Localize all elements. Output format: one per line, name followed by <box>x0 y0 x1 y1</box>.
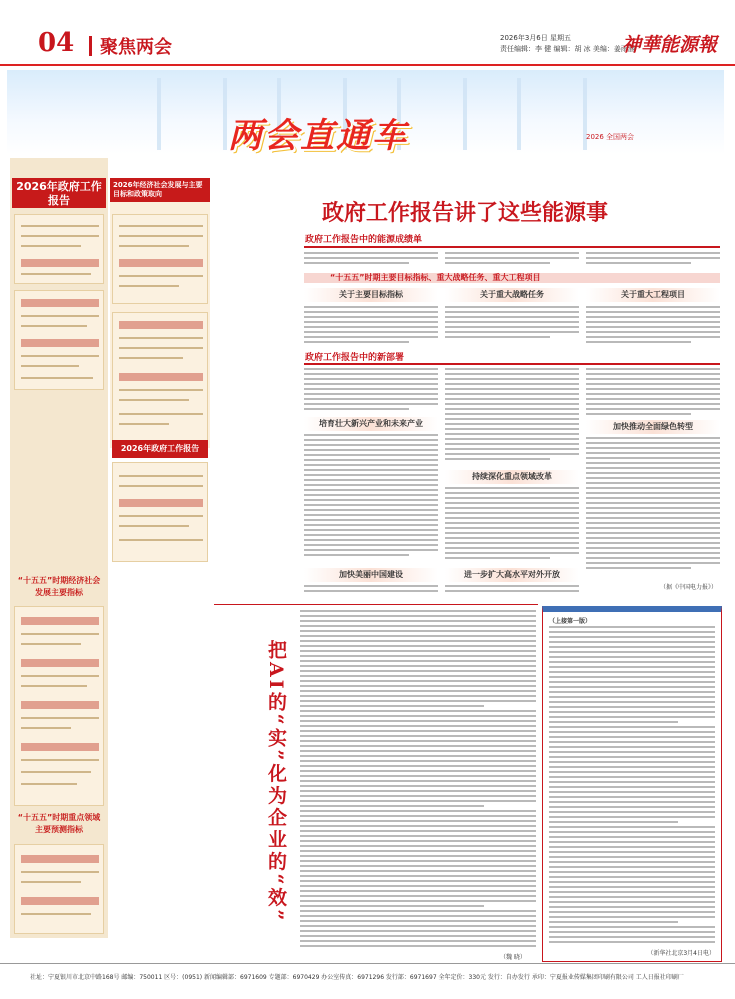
text-block <box>586 252 720 268</box>
info-box <box>14 606 104 806</box>
sub-heading: 进一步扩大高水平对外开放 <box>445 568 579 582</box>
section-heading-1: 政府工作报告中的能源成绩单 <box>305 235 423 245</box>
text-block <box>304 368 438 414</box>
text-block <box>586 306 720 348</box>
text-block <box>445 487 579 563</box>
text-block <box>586 368 720 418</box>
footer-info: 社址：宁夏银川市北京中路168号 邮编：750011 区号：(0951) 新闻编辑部：6971609 专题部：6970429 办公室传真：6971296 发行部：6971697 全年定价：330元 发行：自办发行 承印：宁夏报业传媒集团印刷有限公司 工人日报社印刷厂 <box>30 974 684 981</box>
mid-heading: 2026年经济社会发展与主要目标和政策取向 <box>110 178 210 202</box>
commentary-title: 把AI的“实”化为企业的“效” <box>265 640 287 924</box>
continued-article-box <box>542 606 722 962</box>
info-box <box>112 312 208 442</box>
info-box <box>14 844 104 934</box>
text-block <box>304 252 438 268</box>
section-rule <box>304 246 720 248</box>
banner-subtitle: 2026 全国两会 <box>586 133 635 141</box>
commentary-rule <box>214 604 538 605</box>
column-heading-b: 关于重大战略任务 <box>445 288 579 302</box>
source-note: （据《中国电力报》） <box>660 584 718 591</box>
commentary-body <box>300 610 536 950</box>
text-block <box>304 585 438 597</box>
section-heading-3: 政府工作报告中的新部署 <box>305 353 405 363</box>
info-box <box>14 290 104 390</box>
sub-heading: 持续深化重点领域改革 <box>445 470 579 484</box>
sub-heading: 加快美丽中国建设 <box>304 568 438 582</box>
banner-title: 两会直通车 <box>228 116 408 156</box>
middle-box-heading: 2026年政府工作报告 <box>112 440 208 458</box>
section-heading-2: “十五五”时期主要目标指标、重大战略任务、重大工程项目 <box>330 273 541 282</box>
text-block <box>586 437 720 577</box>
article-title: 政府工作报告讲了这些能源事 <box>322 200 609 226</box>
column-heading-a: 关于主要目标指标 <box>304 288 438 302</box>
sub-heading: 加快推动全面绿色转型 <box>586 420 720 434</box>
commentary-byline: （魏 晓） <box>500 954 526 961</box>
page-number: 04 <box>38 28 75 58</box>
box-label-2: “十五五”时期重点领域主要预测指标 <box>17 813 101 834</box>
info-box <box>14 214 104 284</box>
page-footer <box>0 963 735 999</box>
sub-heading: 培育壮大新兴产业和未来产业 <box>304 417 438 431</box>
section-title: 聚焦两会 <box>100 37 172 58</box>
infographic-heading: 2026年政府工作报告 <box>12 178 106 208</box>
header-divider <box>89 36 92 56</box>
editor-credits: 责任编辑：李 健 编辑：胡 冰 美编：姜雨涵 <box>500 45 635 53</box>
pillar-graphic <box>517 78 587 150</box>
text-block <box>445 368 579 466</box>
text-block <box>304 306 438 348</box>
pillar-graphic <box>157 78 227 150</box>
newspaper-logo: 神華能源報 <box>622 34 718 56</box>
text-block <box>445 306 579 348</box>
info-box <box>112 214 208 304</box>
continued-note: （上接第一版） <box>549 618 592 625</box>
text-block <box>445 585 579 597</box>
text-block <box>445 252 579 268</box>
continued-byline: （新华社北京3月4日电） <box>647 950 715 957</box>
column-heading-c: 关于重大工程项目 <box>586 288 720 302</box>
text-block <box>304 434 438 564</box>
info-box <box>112 462 208 562</box>
continued-text <box>549 626 715 946</box>
issue-date: 2026年3月6日 星期五 <box>500 34 571 42</box>
box-label-1: “十五五”时期经济社会发展主要指标 <box>17 576 101 597</box>
section-rule <box>304 363 720 365</box>
